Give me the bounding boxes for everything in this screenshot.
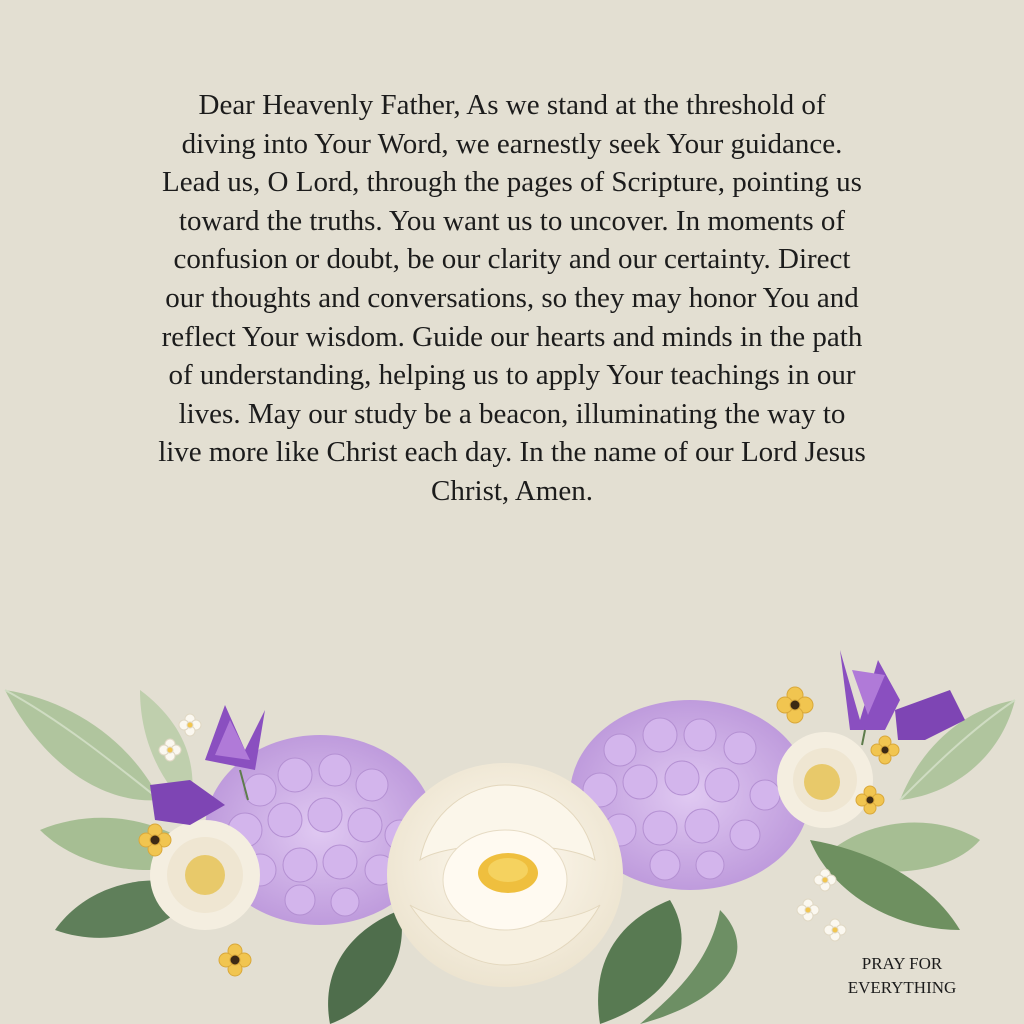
small-rose-right <box>777 732 873 828</box>
prayer-line: Lead us, O Lord, through the pages of Scripture, pointing us <box>162 166 862 199</box>
prayer-line: live more like Christ each day. In the name of our Lord Jesus <box>158 436 866 469</box>
prayer-line: our thoughts and conversations, so they may honor You and <box>165 281 859 314</box>
leaf <box>328 910 402 1024</box>
prayer-line: reflect Your wisdom. Guide our hearts and minds in the path <box>161 320 863 353</box>
white-rose <box>387 763 623 987</box>
brand-logo <box>812 952 992 1000</box>
prayer-line: lives. May our study be a beacon, illuminating the way to <box>178 397 846 430</box>
prayer-text <box>40 86 984 511</box>
leaf <box>5 690 160 800</box>
prayer-line: Dear Heavenly Father, As we stand at the threshold of <box>198 89 826 121</box>
prayer-line: Christ, Amen. <box>431 474 593 507</box>
prayer-line: confusion or doubt, be our clarity and our certainty. Direct <box>173 243 851 276</box>
prayer-line: toward the truths. You want us to uncover. In moments of <box>178 204 846 237</box>
brand-line: EVERYTHING <box>847 978 957 997</box>
prayer-line: diving into Your Word, we earnestly seek Your guidance. <box>181 127 843 160</box>
bellflower-right <box>840 650 965 745</box>
brand-line: PRAY FOR <box>861 954 943 973</box>
prayer-line: of understanding, helping us to apply Your teachings in our <box>168 359 856 392</box>
